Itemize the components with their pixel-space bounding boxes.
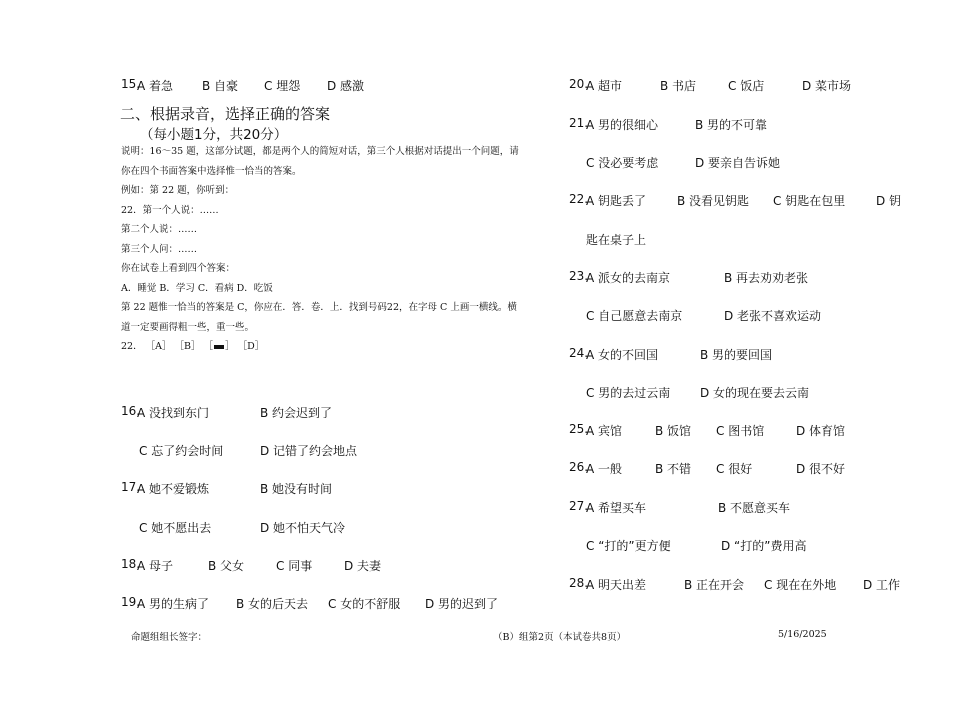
option-b: B 正在开会 xyxy=(684,578,745,592)
question-number: 22. xyxy=(569,192,589,206)
option-c: C 她不愿出去 xyxy=(139,521,212,535)
question-25 xyxy=(569,422,909,438)
option-d: D 很不好 xyxy=(796,462,846,476)
option-d: D 菜市场 xyxy=(802,79,852,93)
option-c: C 饭店 xyxy=(728,79,765,93)
instruction-line: 例如：第 22 题，你听到： xyxy=(121,185,235,196)
option-d: D 体育馆 xyxy=(796,424,846,438)
question-28 xyxy=(569,576,914,592)
option-d: D 夫妻 xyxy=(344,559,382,573)
instruction-line: 你在四个书面答案中选择惟一恰当的答案。 xyxy=(121,165,302,177)
option-b: B 她没有时间 xyxy=(260,482,333,496)
filled-mark xyxy=(214,345,224,349)
question-22 xyxy=(569,192,914,247)
option-a: A 男的生病了 xyxy=(137,597,210,611)
instruction-line: 第三个人问：…… xyxy=(121,243,198,255)
question-number: 28. xyxy=(569,576,589,590)
option-a: A 派女的去南京 xyxy=(586,271,671,285)
option-a: A 男的很细心 xyxy=(586,118,659,132)
option-c: C 钥匙在包里 xyxy=(773,194,846,208)
option-a: A 宾馆 xyxy=(586,424,623,438)
instruction-line: A．睡觉 B．学习 C．看病 D．吃饭 xyxy=(121,282,273,294)
option-d: D 感激 xyxy=(327,79,365,93)
option-c: C 很好 xyxy=(716,462,753,476)
question-number: 26. xyxy=(569,460,589,474)
example-number: 22． xyxy=(121,341,143,352)
option-d: D 女的现在要去云南 xyxy=(700,386,810,400)
section-title: 二、根据录音，选择正确的答案 xyxy=(120,105,331,123)
option-c: C 图书馆 xyxy=(716,424,765,438)
instructions xyxy=(121,142,546,357)
option-a: A 她不爱锻炼 xyxy=(137,482,210,496)
option-c: C 埋怨 xyxy=(264,79,301,93)
option-c: C 现在在外地 xyxy=(764,578,837,592)
option-c: C 男的去过云南 xyxy=(586,386,671,400)
question-23 xyxy=(569,269,909,324)
option-b: B 男的要回国 xyxy=(700,348,773,362)
option-a: A 母子 xyxy=(137,559,174,573)
question-19 xyxy=(121,595,541,611)
option-b: B 男的不可靠 xyxy=(695,118,768,132)
option-a: A 着急 xyxy=(137,79,174,93)
option-b: B 没看见钥匙 xyxy=(677,194,750,208)
footer-date: 5/16/2025 xyxy=(778,629,827,640)
example-option-d: ［D］ xyxy=(237,341,265,352)
option-b: B 书店 xyxy=(660,79,697,93)
option-d-continued: 匙在桌子上 xyxy=(586,233,647,247)
option-b: B 不愿意买车 xyxy=(718,501,791,515)
question-number: 23. xyxy=(569,269,589,283)
instruction-line: 你在试卷上看到四个答案： xyxy=(121,263,236,274)
question-number: 25. xyxy=(569,422,589,436)
option-b: B 饭馆 xyxy=(655,424,692,438)
option-d: D “打的”费用高 xyxy=(721,539,807,553)
question-18 xyxy=(121,557,541,573)
question-number: 16. xyxy=(121,404,141,418)
option-b: B 不错 xyxy=(655,462,692,476)
question-15 xyxy=(121,77,541,93)
option-c: C 忘了约会时间 xyxy=(139,444,224,458)
option-a: A 钥匙丢了 xyxy=(586,194,647,208)
option-c: C 女的不舒服 xyxy=(328,597,401,611)
question-number: 27. xyxy=(569,499,589,513)
option-b: B 自豪 xyxy=(202,79,239,93)
question-number: 17. xyxy=(121,480,141,494)
question-number: 21. xyxy=(569,116,589,130)
option-b: B 父女 xyxy=(208,559,245,573)
instruction-line: 22．第一个人说：…… xyxy=(121,204,219,216)
instruction-line: 道一定要画得粗一些，重一些。 xyxy=(121,321,255,333)
question-number: 24. xyxy=(569,346,589,360)
question-number: 19. xyxy=(121,595,141,609)
option-c: C 同事 xyxy=(276,559,313,573)
question-21 xyxy=(569,116,909,171)
example-answer xyxy=(121,337,546,357)
option-d: D 工作 xyxy=(863,578,901,592)
example-option-a: ［A］ xyxy=(145,341,172,352)
option-a: A 明天出差 xyxy=(586,578,647,592)
option-a: A 没找到东门 xyxy=(137,406,210,420)
question-number: 20. xyxy=(569,77,589,91)
option-c: C 自己愿意去南京 xyxy=(586,309,683,323)
example-option-c: ［ ］ xyxy=(203,341,235,352)
option-d: D 钥 xyxy=(876,194,902,208)
option-b: B 再去劝劝老张 xyxy=(724,271,809,285)
footer-signature: 命题组组长签字： xyxy=(131,632,208,643)
option-d: D 她不怕天气冷 xyxy=(260,521,346,535)
example-option-b: ［B］ xyxy=(174,341,201,352)
instruction-line: 第二个人说：…… xyxy=(121,224,198,235)
option-b: B 约会迟到了 xyxy=(260,406,333,420)
option-a: A 希望买车 xyxy=(586,501,647,515)
question-20 xyxy=(569,77,909,93)
option-d: D 记错了约会地点 xyxy=(260,444,358,458)
option-c: C 没必要考虑 xyxy=(586,156,659,170)
question-number: 18. xyxy=(121,557,141,571)
question-27 xyxy=(569,499,909,554)
option-b: B 女的后天去 xyxy=(236,597,309,611)
question-number: 15. xyxy=(121,77,141,91)
option-a: A 一般 xyxy=(586,462,623,476)
option-d: D 老张不喜欢运动 xyxy=(724,309,822,323)
question-16 xyxy=(121,404,541,459)
question-17 xyxy=(121,480,541,535)
instruction-line: 说明：16～35 题，这部分试题，都是两个人的简短对话，第三个人根据对话提出一个问题，请 xyxy=(121,146,519,157)
option-d: D 男的迟到了 xyxy=(425,597,499,611)
question-26 xyxy=(569,460,909,476)
option-a: A 女的不回国 xyxy=(586,348,659,362)
instruction-line: 第 22 题惟一恰当的答案是 C，你应在．答．卷．上．找到号码22，在字母 C 上画一横线。横 xyxy=(121,302,517,313)
option-d: D 要亲自告诉她 xyxy=(695,156,781,170)
question-24 xyxy=(569,346,909,401)
footer-page-info: （B）组第2页（本试卷共8页） xyxy=(493,632,627,643)
option-a: A 超市 xyxy=(586,79,623,93)
option-c: C “打的”更方便 xyxy=(586,539,671,553)
section-subtitle: （每小题1分，共20分） xyxy=(140,127,288,143)
